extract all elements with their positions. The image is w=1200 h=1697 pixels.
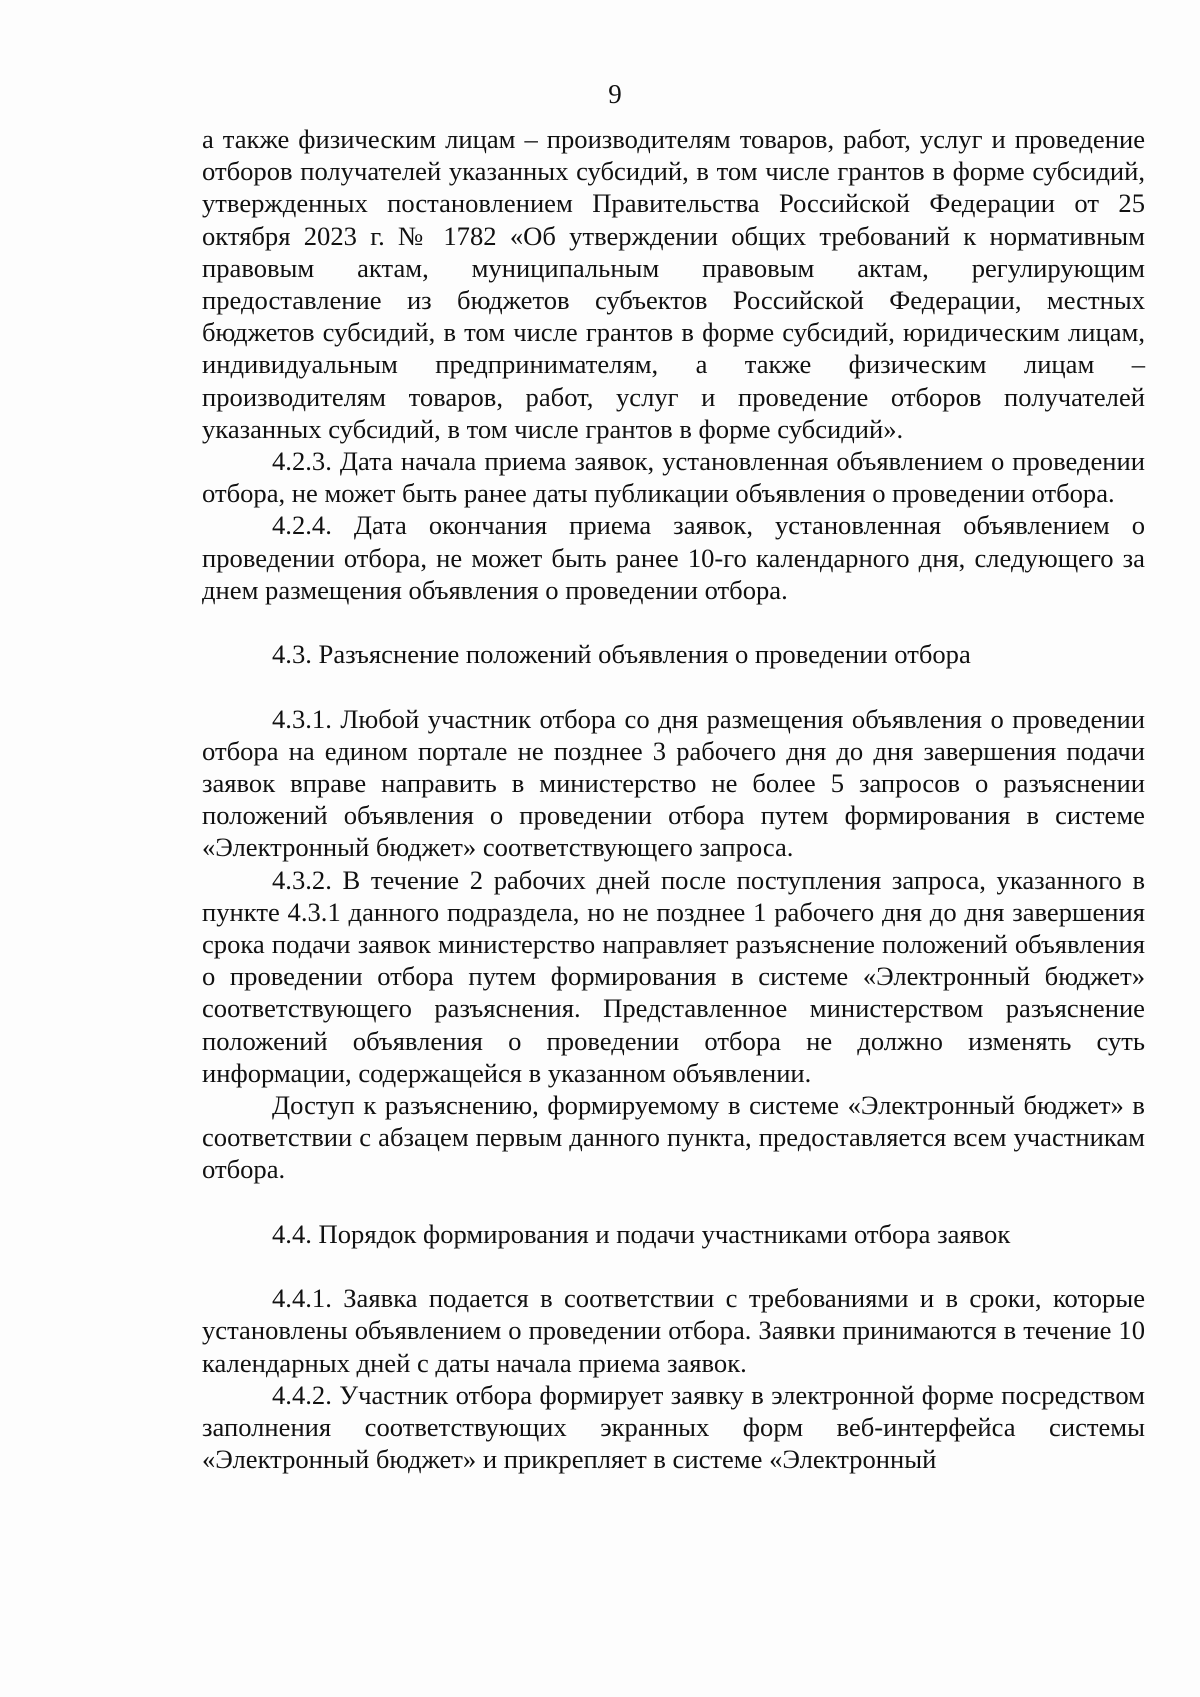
paragraph-4-2-3: 4.2.3. Дата начала приема заявок, установленная объявлением о проведении отбора, не может быть ранее даты публикации объявления о проведении отбора.: [202, 446, 1145, 509]
page-number: 9: [608, 79, 622, 109]
document-body: [202, 123, 1145, 1475]
paragraph-access: Доступ к разъяснению, формируемому в системе «Электронный бюджет» в соответствии с абзацем первым данного пункта, предоставляется всем участникам отбора.: [202, 1090, 1145, 1185]
paragraph-4-4-1: 4.4.1. Заявка подается в соответствии с требованиями и в сроки, которые установлены объявлением о проведении отбора. Заявки принимаются в течение 10 календарных дней с даты начала приема заявок.: [202, 1283, 1145, 1378]
paragraph-continuation: а также физическим лицам – производителям товаров, работ, услуг и проведение отборов получателей указанных субсидий, в том числе грантов в форме субсидий, утвержденных постановлением Правительства Российской Федерации от 25 октября 2023 г. № 1782 «Об утверждении общих требований к нормативным правовым актам, муниципальным правовым актам, регулирующим предоставление из бюджетов субъектов Российской Федерации, местных бюджетов субсидий, в том числе грантов в форме субсидий, юридическим лицам, индивидуальным предпринимателям, а также физическим лицам – производителям товаров, работ, услуг и проведение отборов получателей указанных субсидий, в том числе грантов в форме субсидий».: [202, 124, 1145, 444]
paragraph-4-3-1: 4.3.1. Любой участник отбора со дня размещения объявления о проведении отбора на едином портале не позднее 3 рабочего дня до дня завершения подачи заявок вправе направить в министерство не более 5 запросов о разъяснении положений объявления о проведении отбора путем формирования в системе «Электронный бюджет» соответствующего запроса.: [202, 703, 1145, 863]
paragraph-4-2-4: 4.2.4. Дата окончания приема заявок, установленная объявлением о проведении отбора, не может быть ранее 10-го календарного дня, следующего за днем размещения объявления о проведении отбора.: [202, 510, 1145, 605]
paragraph-4-4-2: 4.4.2. Участник отбора формирует заявку в электронной форме посредством заполнения соответствующих экранных форм веб-интерфейса системы «Электронный бюджет» и прикрепляет в системе «Электронный: [202, 1379, 1145, 1475]
section-heading-4-4: 4.4. Порядок формирования и подачи участниками отбора заявок: [272, 1218, 1011, 1249]
paragraph-4-3-2: 4.3.2. В течение 2 рабочих дней после поступления запроса, указанного в пункте 4.3.1 данного подраздела, но не позднее 1 рабочего дня до дня завершения срока подачи заявок министерство направляет разъяснение положений объявления о проведении отбора путем формирования в системе «Электронный бюджет» соответствующего разъяснения. Представленное министерством разъяснение положений объявления о проведении отбора не должно изменять суть информации, содержащейся в указанном объявлении.: [202, 864, 1145, 1088]
section-heading-4-3: 4.3. Разъяснение положений объявления о проведении отбора: [272, 639, 971, 670]
